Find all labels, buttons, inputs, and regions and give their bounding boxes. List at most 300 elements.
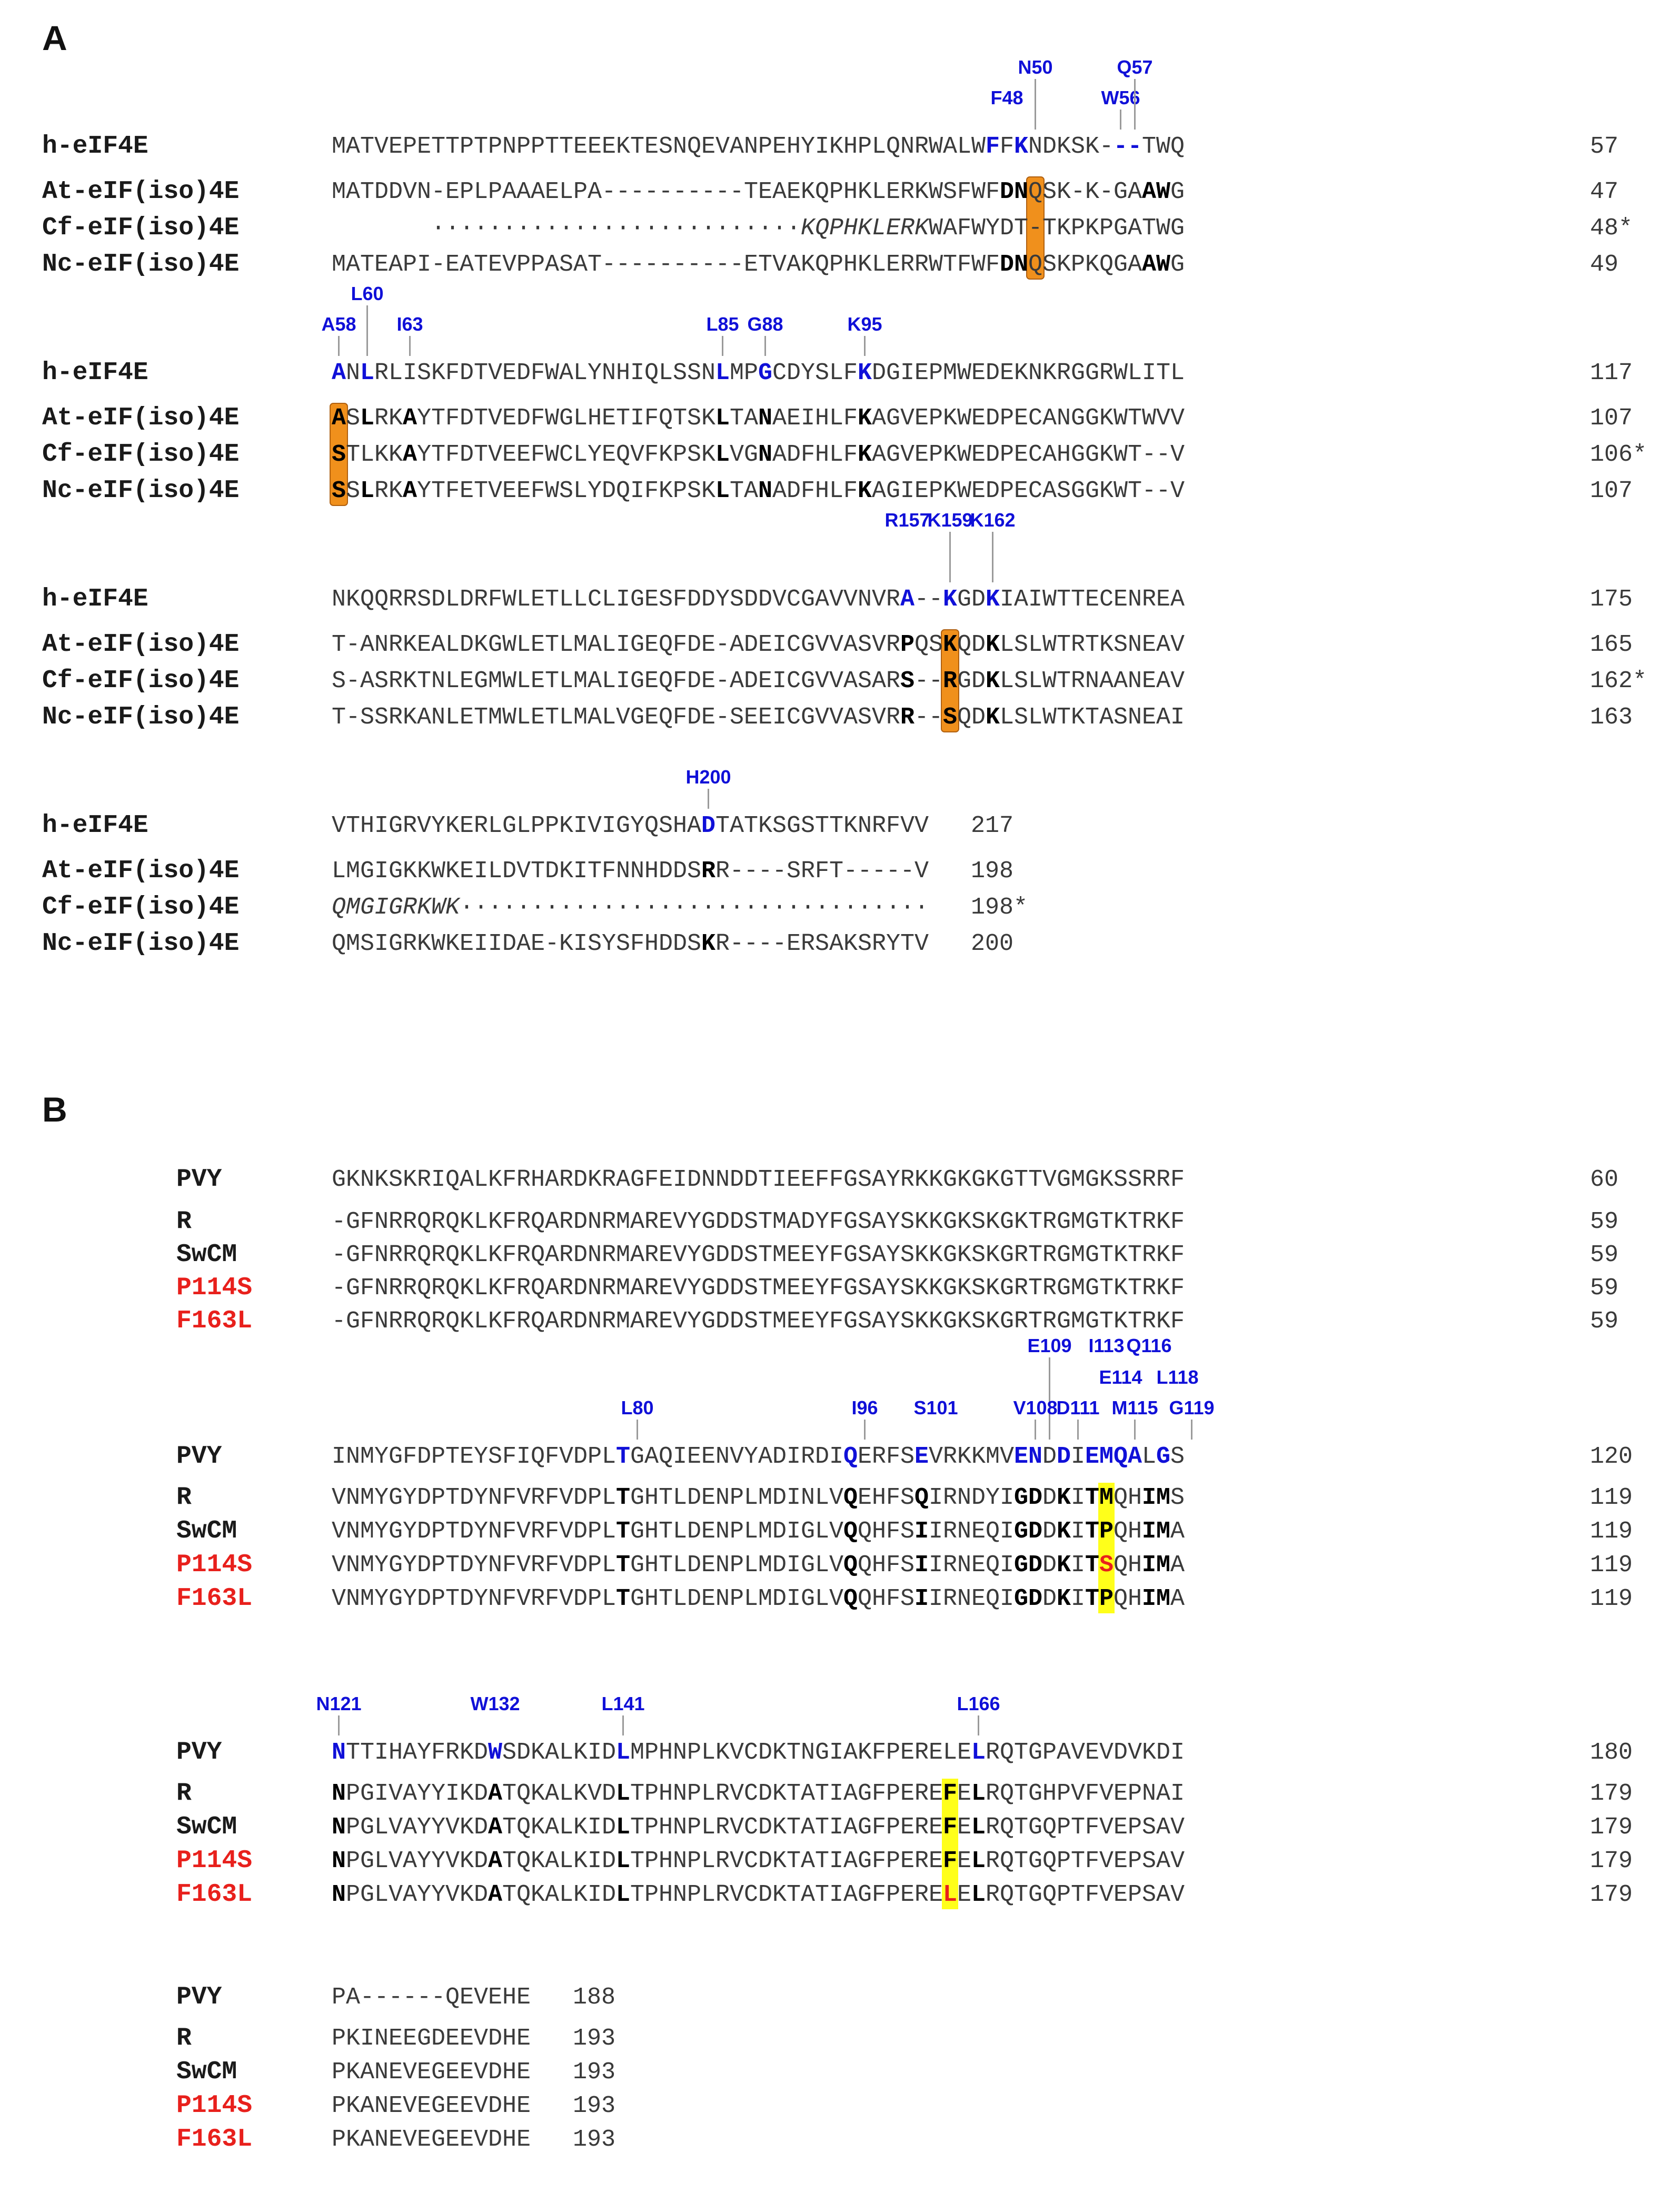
- residue: T: [1085, 631, 1100, 658]
- residue: T: [1028, 1308, 1043, 1335]
- sequence-name: h-eIF4E: [42, 132, 148, 161]
- residue: D: [1042, 1443, 1057, 1470]
- residue: G: [815, 1739, 830, 1766]
- residue: N: [1028, 360, 1043, 386]
- residue: E: [417, 133, 432, 160]
- residue: T: [474, 704, 489, 731]
- residue: K: [1057, 133, 1071, 160]
- residue: Y: [715, 586, 730, 613]
- residue: Q: [1028, 178, 1043, 205]
- sequence-residues: [332, 858, 929, 885]
- residue: L: [389, 360, 403, 386]
- residue: L: [744, 1484, 759, 1511]
- residue: S: [559, 251, 574, 278]
- residue: ·: [531, 215, 545, 242]
- residue: N: [1014, 178, 1029, 205]
- residue: R: [644, 1308, 659, 1335]
- residue: F: [360, 1208, 375, 1235]
- residue: N: [1028, 1443, 1043, 1470]
- residue: G: [858, 1848, 872, 1874]
- residue: Y: [687, 1208, 702, 1235]
- residue: ·: [886, 894, 901, 921]
- residue: -: [687, 251, 702, 278]
- residue: P: [886, 1739, 901, 1766]
- residue: P: [1042, 1739, 1057, 1766]
- residue: L: [332, 858, 346, 885]
- residue: G: [787, 812, 801, 839]
- residue: Q: [1042, 1814, 1057, 1841]
- residue: L: [872, 178, 887, 205]
- residue: ·: [616, 215, 631, 242]
- sequence-residues: [332, 586, 1185, 613]
- residue: T: [417, 668, 432, 695]
- residue: K: [943, 631, 958, 658]
- residue: Q: [858, 1518, 872, 1545]
- residue: G: [1057, 1308, 1071, 1335]
- residue: N: [374, 2059, 389, 2086]
- residue: N: [957, 1585, 972, 1612]
- residue: E: [403, 2025, 417, 2052]
- residue: E: [516, 2092, 531, 2119]
- residue: G: [630, 1166, 645, 1193]
- residue: R: [943, 668, 958, 695]
- residue: H: [872, 1518, 887, 1545]
- residue: K: [1099, 1166, 1114, 1193]
- residue: K: [1099, 478, 1114, 504]
- residue: E: [801, 1242, 816, 1268]
- residue: Q: [644, 360, 659, 386]
- residue: G: [886, 478, 901, 504]
- residue: E: [971, 405, 986, 432]
- residue: E: [914, 441, 929, 468]
- residue: R: [801, 1443, 816, 1470]
- residue: ·: [914, 894, 929, 921]
- residue: V: [730, 1848, 744, 1874]
- sequence-row: [176, 1307, 1618, 1335]
- residue: C: [744, 1780, 759, 1807]
- residue: F: [1170, 1275, 1185, 1302]
- residue: V: [1128, 1739, 1142, 1766]
- sequence-row: [42, 177, 1618, 206]
- residue: M: [1156, 1518, 1171, 1545]
- residue: S: [858, 1242, 872, 1268]
- residue: K: [460, 1881, 474, 1908]
- residue: E: [460, 2059, 474, 2086]
- residue: -: [701, 178, 716, 205]
- residue: A: [488, 1814, 503, 1841]
- residue: I: [573, 930, 588, 957]
- residue: A: [1142, 178, 1157, 205]
- residue: A: [460, 251, 474, 278]
- residue: S: [417, 586, 432, 613]
- residue: H: [502, 2025, 517, 2052]
- residue: H: [659, 1739, 673, 1766]
- residue-count: 49: [1590, 251, 1619, 278]
- residue: N: [744, 133, 759, 160]
- residue: I: [1028, 586, 1043, 613]
- residue: E: [801, 1308, 816, 1335]
- residue: A: [545, 251, 560, 278]
- residue: H: [1128, 1552, 1142, 1579]
- residue: R: [1071, 668, 1086, 695]
- residue: A: [872, 1166, 887, 1193]
- residue: H: [502, 2126, 517, 2153]
- residue: R: [1142, 1308, 1157, 1335]
- residue: D: [389, 178, 403, 205]
- residue: W: [957, 441, 972, 468]
- residue: K: [858, 441, 872, 468]
- residue: L: [701, 1739, 716, 1766]
- residue: E: [516, 2059, 531, 2086]
- residue: L: [559, 1848, 574, 1874]
- residue: F: [872, 1780, 887, 1807]
- residue: Q: [1114, 1443, 1128, 1470]
- residue: L: [616, 1739, 631, 1766]
- residue: N: [488, 1585, 503, 1612]
- residue: M: [772, 1208, 787, 1235]
- residue: I: [573, 812, 588, 839]
- residue: D: [460, 586, 474, 613]
- residue: ·: [730, 894, 744, 921]
- residue: T: [744, 178, 759, 205]
- residue: E: [787, 1242, 801, 1268]
- residue: M: [332, 178, 346, 205]
- residue: F: [872, 1881, 887, 1908]
- residue: D: [488, 2092, 503, 2119]
- residue: M: [758, 1585, 773, 1612]
- residue: V: [516, 1552, 531, 1579]
- sequence-residues: [332, 1848, 1185, 1874]
- residue: A: [801, 1881, 816, 1908]
- residue: K: [573, 1739, 588, 1766]
- residue: G: [502, 812, 517, 839]
- residue: V: [772, 251, 787, 278]
- residue: V: [516, 858, 531, 885]
- residue: P: [588, 1518, 602, 1545]
- residue: -: [744, 858, 759, 885]
- residue: F: [986, 178, 1000, 205]
- residue: G: [360, 1881, 375, 1908]
- residue: ·: [744, 894, 759, 921]
- residue: V: [829, 668, 844, 695]
- residue: S: [772, 812, 787, 839]
- residue: F: [943, 1848, 958, 1874]
- residue: V: [914, 930, 929, 957]
- residue: A: [687, 812, 702, 839]
- residue: F: [843, 360, 858, 386]
- residue: ·: [673, 894, 688, 921]
- residue: G: [1085, 478, 1100, 504]
- residue: H: [1128, 1585, 1142, 1612]
- residue: Q: [1114, 1518, 1128, 1545]
- sequence-name: R: [176, 1483, 192, 1512]
- residue: K: [914, 1166, 929, 1193]
- residue: I: [801, 405, 816, 432]
- residue: A: [1142, 251, 1157, 278]
- residue: T: [758, 1166, 773, 1193]
- residue: W: [545, 478, 560, 504]
- residue: H: [588, 405, 602, 432]
- residue: P: [431, 1443, 446, 1470]
- residue: F: [829, 1275, 844, 1302]
- residue: Y: [403, 1585, 417, 1612]
- residue: K: [445, 930, 460, 957]
- residue: P: [1057, 1848, 1071, 1874]
- residue: P: [673, 478, 688, 504]
- residue: L: [715, 478, 730, 504]
- residue: Y: [474, 1585, 489, 1612]
- residue: G: [389, 1443, 403, 1470]
- residue: V: [1170, 668, 1185, 695]
- residue: H: [815, 478, 830, 504]
- residue: T: [360, 1739, 375, 1766]
- residue: T: [502, 1780, 517, 1807]
- residue: V: [559, 1484, 574, 1511]
- residue: A: [545, 1275, 560, 1302]
- residue: Q: [374, 586, 389, 613]
- residue: S: [900, 1308, 915, 1335]
- residue: V: [1156, 405, 1171, 432]
- residue: G: [801, 668, 816, 695]
- residue: Q: [843, 1585, 858, 1612]
- residue: A: [900, 586, 915, 613]
- residue: E: [787, 178, 801, 205]
- residue: L: [744, 1585, 759, 1612]
- residue: E: [900, 1848, 915, 1874]
- residue: K: [460, 1848, 474, 1874]
- residue: K: [957, 1275, 972, 1302]
- sequence-residues: [332, 405, 1185, 432]
- sequence-row: [42, 132, 1618, 161]
- residue: W: [545, 441, 560, 468]
- residue: K: [929, 1275, 943, 1302]
- residue: F: [829, 1308, 844, 1335]
- residue-annotation: G119: [1169, 1397, 1215, 1419]
- residue: S: [744, 1208, 759, 1235]
- residue: C: [744, 1848, 759, 1874]
- residue: Y: [886, 1166, 901, 1193]
- residue: T: [659, 1484, 673, 1511]
- residue: L: [474, 1166, 489, 1193]
- residue: L: [872, 251, 887, 278]
- residue: I: [914, 1518, 929, 1545]
- residue: D: [488, 2025, 503, 2052]
- residue: A: [730, 133, 744, 160]
- residue: R: [403, 930, 417, 957]
- residue: V: [872, 586, 887, 613]
- residue: ·: [730, 215, 744, 242]
- residue: F: [531, 405, 545, 432]
- residue: A: [588, 704, 602, 731]
- residue: W: [929, 215, 943, 242]
- residue: Y: [374, 1443, 389, 1470]
- residue: -: [886, 858, 901, 885]
- residue: G: [1028, 1814, 1043, 1841]
- residue: ·: [687, 894, 702, 921]
- residue: T: [787, 1848, 801, 1874]
- residue: E: [900, 1881, 915, 1908]
- residue: Q: [843, 1443, 858, 1470]
- residue: H: [872, 1585, 887, 1612]
- residue: V: [445, 1881, 460, 1908]
- residue: -: [332, 1275, 346, 1302]
- residue: T: [758, 1275, 773, 1302]
- residue: G: [858, 1881, 872, 1908]
- residue: E: [971, 478, 986, 504]
- residue: R: [602, 1166, 617, 1193]
- sequence-row: [42, 359, 1633, 387]
- residue: R: [403, 812, 417, 839]
- residue: G: [1000, 1275, 1015, 1302]
- residue: V: [772, 586, 787, 613]
- residue: K: [1142, 1739, 1157, 1766]
- residue: E: [971, 1552, 986, 1579]
- residue: K: [858, 178, 872, 205]
- residue: S: [687, 930, 702, 957]
- residue: Y: [886, 1275, 901, 1302]
- residue: V: [516, 1585, 531, 1612]
- residue: L: [573, 405, 588, 432]
- residue: P: [531, 812, 545, 839]
- residue: E: [460, 1443, 474, 1470]
- residue: L: [971, 1848, 986, 1874]
- residue: A: [1170, 1518, 1185, 1545]
- residue: R: [715, 1814, 730, 1841]
- residue: V: [417, 812, 432, 839]
- residue: E: [787, 1308, 801, 1335]
- residue-count: 119: [1590, 1552, 1633, 1579]
- residue: V: [516, 1518, 531, 1545]
- residue: R: [943, 1585, 958, 1612]
- residue: T: [616, 1585, 631, 1612]
- residue: T: [673, 405, 688, 432]
- residue: -: [701, 251, 716, 278]
- residue: K: [488, 1242, 503, 1268]
- residue: D: [460, 360, 474, 386]
- residue: N: [1028, 133, 1043, 160]
- residue: -: [431, 178, 446, 205]
- residue: L: [1028, 704, 1043, 731]
- sequence-residues: [332, 894, 929, 921]
- residue-count: 179: [1590, 1814, 1633, 1841]
- residue: D: [602, 478, 617, 504]
- residue: E: [971, 441, 986, 468]
- residue: V: [516, 1484, 531, 1511]
- residue: S: [744, 1275, 759, 1302]
- residue: N: [588, 1275, 602, 1302]
- residue: R: [531, 1552, 545, 1579]
- residue: ·: [630, 894, 645, 921]
- residue: V: [730, 1881, 744, 1908]
- residue: D: [986, 441, 1000, 468]
- residue: -: [744, 930, 759, 957]
- residue: I: [829, 1848, 844, 1874]
- residue: A: [1128, 215, 1142, 242]
- residue: R: [986, 1780, 1000, 1807]
- residue: E: [1156, 586, 1171, 613]
- residue: K: [914, 1208, 929, 1235]
- residue: V: [1170, 478, 1185, 504]
- residue: G: [389, 930, 403, 957]
- residue: T: [1085, 1484, 1100, 1511]
- residue: Q: [531, 1308, 545, 1335]
- residue: S: [616, 930, 631, 957]
- residue: G: [886, 405, 901, 432]
- residue: E: [1085, 586, 1100, 613]
- residue: L: [488, 812, 503, 839]
- residue: T: [431, 478, 446, 504]
- residue: ·: [673, 215, 688, 242]
- residue: G: [701, 1208, 716, 1235]
- residue-annotation: N50: [1018, 56, 1053, 78]
- residue: D: [474, 1739, 489, 1766]
- residue-count: 165: [1590, 631, 1633, 658]
- residue: F: [957, 215, 972, 242]
- residue: M: [1071, 1242, 1086, 1268]
- residue: N: [431, 704, 446, 731]
- residue: T: [829, 858, 844, 885]
- residue: G: [630, 631, 645, 658]
- residue: I: [332, 1443, 346, 1470]
- residue: N: [900, 133, 915, 160]
- sequence-residues: [332, 360, 1185, 386]
- residue: -: [332, 1308, 346, 1335]
- residue: P: [687, 1780, 702, 1807]
- residue: L: [815, 1484, 830, 1511]
- residue: T: [616, 1484, 631, 1511]
- residue: L: [715, 441, 730, 468]
- residue: F: [673, 586, 688, 613]
- residue: A: [545, 1166, 560, 1193]
- residue: F: [829, 1166, 844, 1193]
- residue: K: [1042, 360, 1057, 386]
- residue: R: [644, 1275, 659, 1302]
- residue: -: [545, 930, 560, 957]
- residue: K: [986, 704, 1000, 731]
- residue: Y: [431, 1780, 446, 1807]
- residue: T: [659, 1585, 673, 1612]
- residue: P: [531, 133, 545, 160]
- residue: N: [715, 1484, 730, 1511]
- residue: ·: [573, 894, 588, 921]
- residue: C: [588, 586, 602, 613]
- residue: G: [630, 704, 645, 731]
- residue: -: [673, 178, 688, 205]
- residue: K: [986, 1275, 1000, 1302]
- residue: H: [843, 178, 858, 205]
- residue: -: [403, 1984, 417, 2011]
- residue: P: [1057, 1814, 1071, 1841]
- residue: A: [843, 1881, 858, 1908]
- residue: F: [545, 1443, 560, 1470]
- residue: -: [659, 178, 673, 205]
- residue: H: [659, 1780, 673, 1807]
- residue-annotation: L80: [621, 1397, 654, 1419]
- residue: A: [360, 2092, 375, 2119]
- residue: S: [346, 405, 361, 432]
- residue: S: [900, 1242, 915, 1268]
- residue: F: [986, 133, 1000, 160]
- residue: L: [829, 405, 844, 432]
- residue-annotation: S101: [913, 1397, 958, 1419]
- residue: G: [488, 631, 503, 658]
- residue: G: [1014, 1484, 1029, 1511]
- residue: W: [957, 405, 972, 432]
- residue: W: [929, 178, 943, 205]
- residue: S: [929, 631, 943, 658]
- residue: G: [843, 1208, 858, 1235]
- residue: V: [900, 441, 915, 468]
